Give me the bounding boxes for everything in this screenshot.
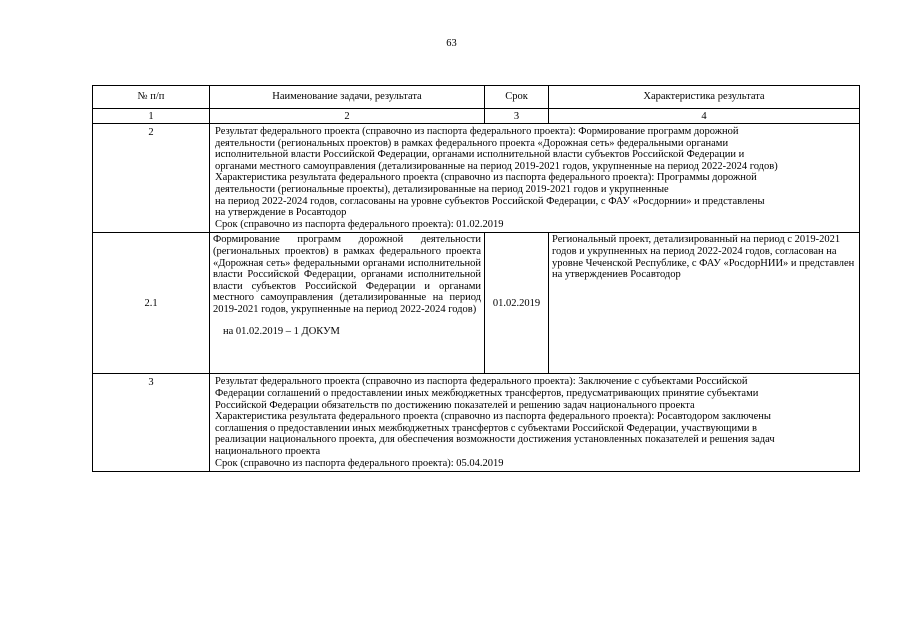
text-line: Российской Федерации обязательств по достижению показателей и решению задач национального проекта: [215, 399, 695, 411]
header-cell-number: № п/п: [93, 86, 210, 109]
text-line: исполнительной власти Российской Федерации, органами исполнительной власти субъектов Российской Федерации и: [215, 149, 745, 161]
table-header-row: [93, 86, 860, 109]
column-number-cell: 4: [549, 109, 860, 124]
row-number: 2.1: [93, 233, 210, 374]
page-number: 63: [446, 38, 457, 49]
text-line: национального проекта: [215, 445, 321, 457]
text-line: Характеристика результата федерального проекта (справочно из паспорта федерального проекта): Программы дорожной: [215, 172, 757, 184]
deadline-cell: 01.02.2019: [485, 233, 549, 374]
characteristic-cell: Региональный проект, детализированный на период с 2019-2021 годов и укрупненных на период 2022-2024 годов, согласован на уровне Чеченской Республике, с ФАУ «РосдорНИИ» и представлен на утверждениев Росавтодор: [549, 233, 860, 374]
column-number-cell: 1: [93, 109, 210, 124]
row-number: 3: [93, 374, 210, 472]
federal-result-cell: [210, 374, 860, 472]
header-cell-task: Наименование задачи, результата: [210, 86, 485, 109]
text-line: органами местного самоуправления (детализированные на период 2019-2021 годов, укрупненные на период 2022-2024 годов): [215, 160, 778, 172]
text-line: реализации национального проекта, для обеспечения возможности достижения установленных показателей и решения задач: [215, 434, 775, 446]
task-text: Формирование программ дорожной деятельности (региональных проектов) в рамках федерального проекта «Дорожная сеть» федеральными органами исполнительной власти Российской Федерации, органами исполнительной власти субъектов Российской Федерации и органами местного самоуправления (детализированные на период 2019-2021 годов, укрупненные на период 2022-2024 годов): [213, 234, 481, 315]
row-number: 2: [93, 124, 210, 233]
table-row: [93, 233, 860, 374]
task-cell: [210, 233, 485, 374]
text-line: Срок (справочно из паспорта федерального проекта): 05.04.2019: [215, 457, 504, 469]
table-row: [93, 374, 860, 472]
text-line: соглашения о предоставлении иных межбюджетных трансфертов с субъектами Российской Федерации, участвующими в: [215, 422, 757, 434]
text-line: на утверждение в Росавтодор: [215, 207, 347, 219]
text-line: деятельности (региональных проектов) в рамках федерального проекта «Дорожная сеть» федеральными органами: [215, 137, 729, 149]
column-number-cell: 2: [210, 109, 485, 124]
results-table: [92, 85, 860, 472]
text-line: деятельности (региональные проекты), детализированные на период 2019-2021 годов и укрупненные: [215, 183, 669, 195]
table-row: [93, 124, 860, 233]
header-cell-deadline: Срок: [485, 86, 549, 109]
text-line: Федерации соглашений о предоставлении иных межбюджетных трансфертов, предусматривающих принятие субъектами: [215, 387, 759, 399]
text-line: Результат федерального проекта (справочно из паспорта федерального проекта): Заключение с субъектами Российской: [215, 376, 748, 388]
text-line: Срок (справочно из паспорта федерального проекта): 01.02.2019: [215, 218, 504, 230]
federal-result-cell: [210, 124, 860, 233]
document-count: на 01.02.2019 – 1 ДОКУМ: [223, 325, 340, 337]
text-line: Характеристика результата федерального проекта (справочно из паспорта федерального проекта): Росавтодором заключены: [215, 411, 771, 423]
text-line: Результат федерального проекта (справочно из паспорта федерального проекта): Формирование программ дорожной: [215, 126, 739, 137]
header-cell-characteristic: Характеристика результата: [549, 86, 860, 109]
text-line: на период 2022-2024 годов, согласованы на уровне субъектов Российской Федерации, с ФАУ «Росдорнии» и представлены: [215, 195, 765, 207]
column-number-row: [93, 109, 860, 124]
column-number-cell: 3: [485, 109, 549, 124]
